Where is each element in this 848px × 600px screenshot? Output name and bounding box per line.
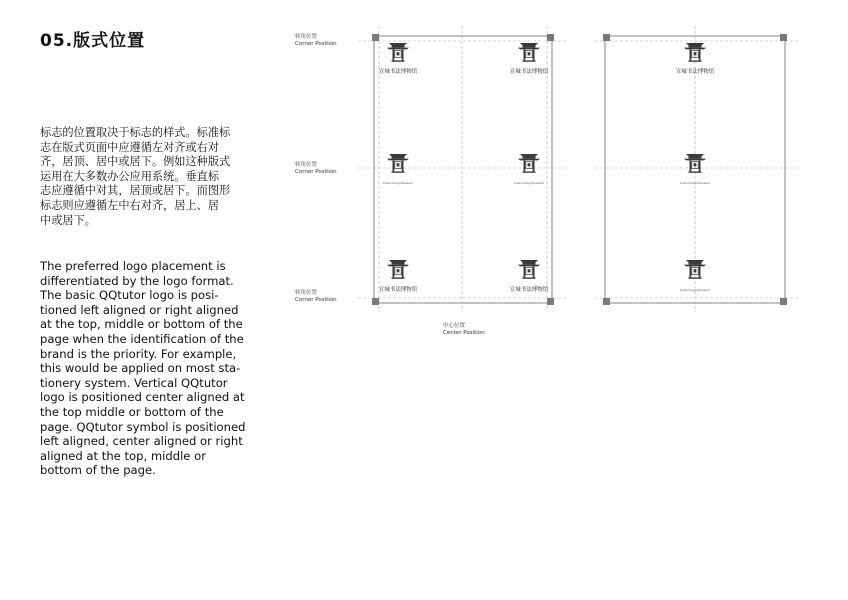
logo-text: 宣城书法博物馆 xyxy=(509,287,549,293)
label-en: Corner Position xyxy=(295,297,337,303)
corner-layout-page xyxy=(358,26,566,312)
logo-text: 宣城书法博物馆 xyxy=(675,69,715,75)
logo-text: 宣城书法博物馆 xyxy=(378,69,418,75)
page-title: 05.版式位置 xyxy=(40,31,146,51)
label-cn: 转角位置 xyxy=(295,162,318,168)
logo-text: 宣城书法博物馆 xyxy=(378,287,418,293)
logo-center-middle xyxy=(680,154,711,185)
description-english: The preferred logo placement is differentiated by the logo format. The basic QQtutor logo is posi- tioned left aligned or right aligned at the top, middle or bottom of the page when the identification of the brand is the priority. For example, this would be applied on most sta- tionery system. Vertical QQtutor logo is positioned center aligned at the top middle or bottom of the page. QQtutor symbol is positioned left aligned, center aligned or right aligned at the top, middle or bottom of the page. xyxy=(40,259,246,478)
description-chinese: 标志的位置取决于标志的样式。标准标 志在版式页面中应遵循左对齐或右对 齐，居顶、居中或居下。例如这种版式 运用在大多数办公应用系统。垂直标 志应遵循中对其，居顶或居下。而图形 标志则应遵循左中右对齐，居上、居 中或居下。 xyxy=(40,126,231,227)
logo-top-left xyxy=(379,43,418,75)
label-en: Corner Position xyxy=(295,169,337,175)
center-layout-page xyxy=(595,26,798,312)
logo-top-right xyxy=(510,43,549,75)
label-en: Corner Position xyxy=(295,41,337,47)
label-cn: 中心位置 xyxy=(443,323,466,329)
logo-subtitle: Xuancheng Museum xyxy=(513,181,545,185)
logo-bottom-right xyxy=(510,260,549,293)
logo-middle-left xyxy=(383,154,414,185)
label-cn: 转角位置 xyxy=(295,290,318,296)
logo-middle-right xyxy=(514,154,545,185)
logo-subtitle: Xuancheng Museum xyxy=(382,181,414,185)
logo-text: 宣城书法博物馆 xyxy=(509,69,549,75)
label-en: Center Position xyxy=(443,330,485,336)
logo-bottom-left xyxy=(379,260,418,293)
label-cn: 转角位置 xyxy=(295,34,318,40)
logo-subtitle: Xuancheng Museum xyxy=(679,288,711,292)
logo-subtitle: Xuancheng Museum xyxy=(679,181,711,185)
